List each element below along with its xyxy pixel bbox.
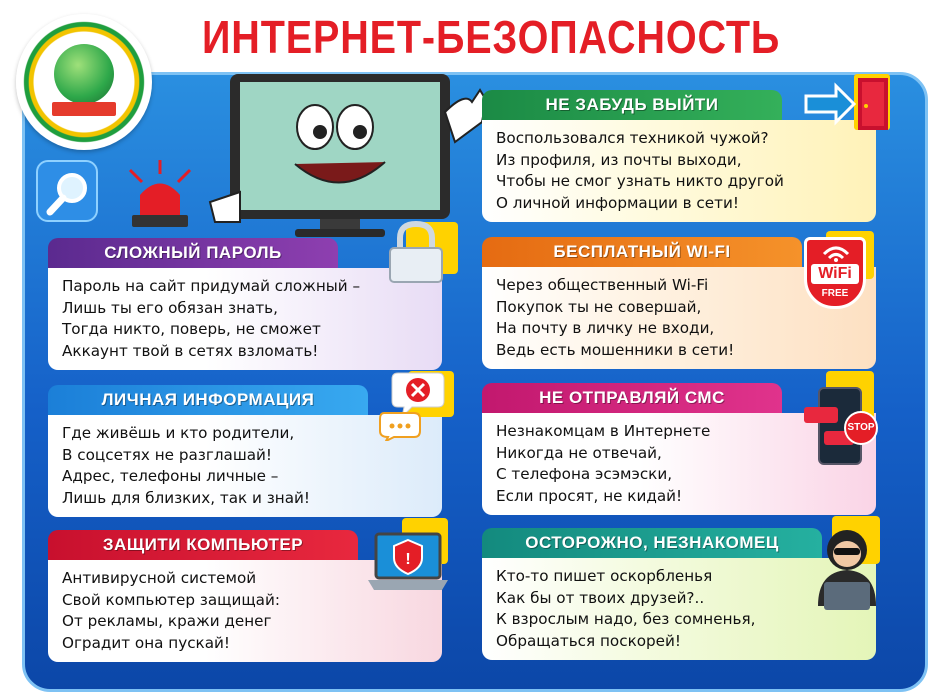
message-bubble-icon (804, 407, 838, 423)
card-line: Оградит она пускай! (62, 633, 230, 652)
card-line: Покупок ты не совершай, (496, 297, 702, 316)
laptop-shield-icon (366, 518, 452, 602)
card-heading: НЕ ОТПРАВЛЯЙ СМС (482, 383, 782, 413)
phone-stop-icon (800, 371, 880, 467)
chat-warning-icon (378, 371, 458, 441)
card-line: От рекламы, кражи денег (62, 612, 272, 630)
wifi-badge-label: WiFi (811, 264, 859, 284)
svg-text:!: ! (405, 551, 411, 568)
card-stranger (482, 528, 876, 660)
magnifier-icon (36, 160, 98, 222)
card-line: Никогда не отвечай, (496, 443, 662, 462)
card-line: Как бы от твоих друзей?.. (496, 588, 705, 607)
card-line: На почту в личку не входи, (496, 319, 715, 337)
page-title: ИНТЕРНЕТ-БЕЗОПАСНОСТЬ (201, 11, 781, 63)
stop-sign: STOP (844, 411, 878, 445)
card-line: С телефона эсэмэски, (496, 465, 673, 483)
card-line: Антивирусной системой (62, 569, 257, 587)
card-line: Чтобы не смог узнать никто другой (496, 172, 784, 190)
card-line: Незнакомцам в Интернете (496, 422, 711, 440)
card-line: Из профиля, из почты выходи, (496, 150, 742, 169)
siren-icon (120, 160, 200, 230)
card-line: Адрес, телефоны личные – (62, 467, 279, 485)
card-text (48, 268, 442, 370)
card-line: Если просят, не кидай! (496, 486, 683, 505)
padlock-icon (386, 220, 460, 284)
wifi-badge (804, 237, 866, 309)
wifi-free-icon (804, 231, 874, 319)
card-protect (48, 530, 442, 662)
logo-ribbon (52, 102, 116, 116)
card-line: Обращаться поскорей! (496, 631, 681, 650)
wifi-free-label: FREE (821, 288, 849, 299)
exit-door-icon (802, 74, 892, 140)
card-heading: СЛОЖНЫЙ ПАРОЛЬ (48, 238, 338, 268)
card-heading: НЕ ЗАБУДЬ ВЫЙТИ (482, 90, 782, 120)
card-heading: БЕСПЛАТНЫЙ WI-FI (482, 237, 802, 267)
card-logout (482, 90, 876, 222)
card-wifi (482, 237, 876, 369)
card-line: Ведь есть мошенники в сети! (496, 340, 735, 359)
card-line: Лишь ты его обязан знать, (62, 298, 278, 317)
card-line: О личной информации в сети! (496, 193, 739, 212)
card-heading: ЛИЧНАЯ ИНФОРМАЦИЯ (48, 385, 368, 415)
card-line: Тогда никто, поверь, не сможет (62, 320, 321, 338)
card-line: Лишь для близких, так и знай! (62, 488, 310, 507)
card-personal (48, 385, 442, 517)
card-line: Через общественный Wi-Fi (496, 276, 709, 294)
hacker-icon (812, 516, 882, 612)
card-line: К взрослым надо, без сомненья, (496, 610, 756, 628)
card-line: В соцсетях не разглашай! (62, 445, 272, 464)
card-line: Воспользовался техникой чужой? (496, 129, 769, 147)
card-line: Кто-то пишет оскорбленья (496, 567, 713, 585)
card-line: Где живёшь и кто родители, (62, 424, 295, 442)
card-line: Свой компьютер защищай: (62, 590, 280, 609)
card-heading: ОСТОРОЖНО, НЕЗНАКОМЕЦ (482, 528, 822, 558)
card-sms (482, 383, 876, 515)
globe-icon (54, 44, 114, 104)
card-line: Пароль на сайт придумай сложный – (62, 277, 361, 295)
card-heading: ЗАЩИТИ КОМПЬЮТЕР (48, 530, 358, 560)
card-line: Аккаунт твой в сетях взломать! (62, 341, 319, 360)
card-password (48, 238, 442, 370)
